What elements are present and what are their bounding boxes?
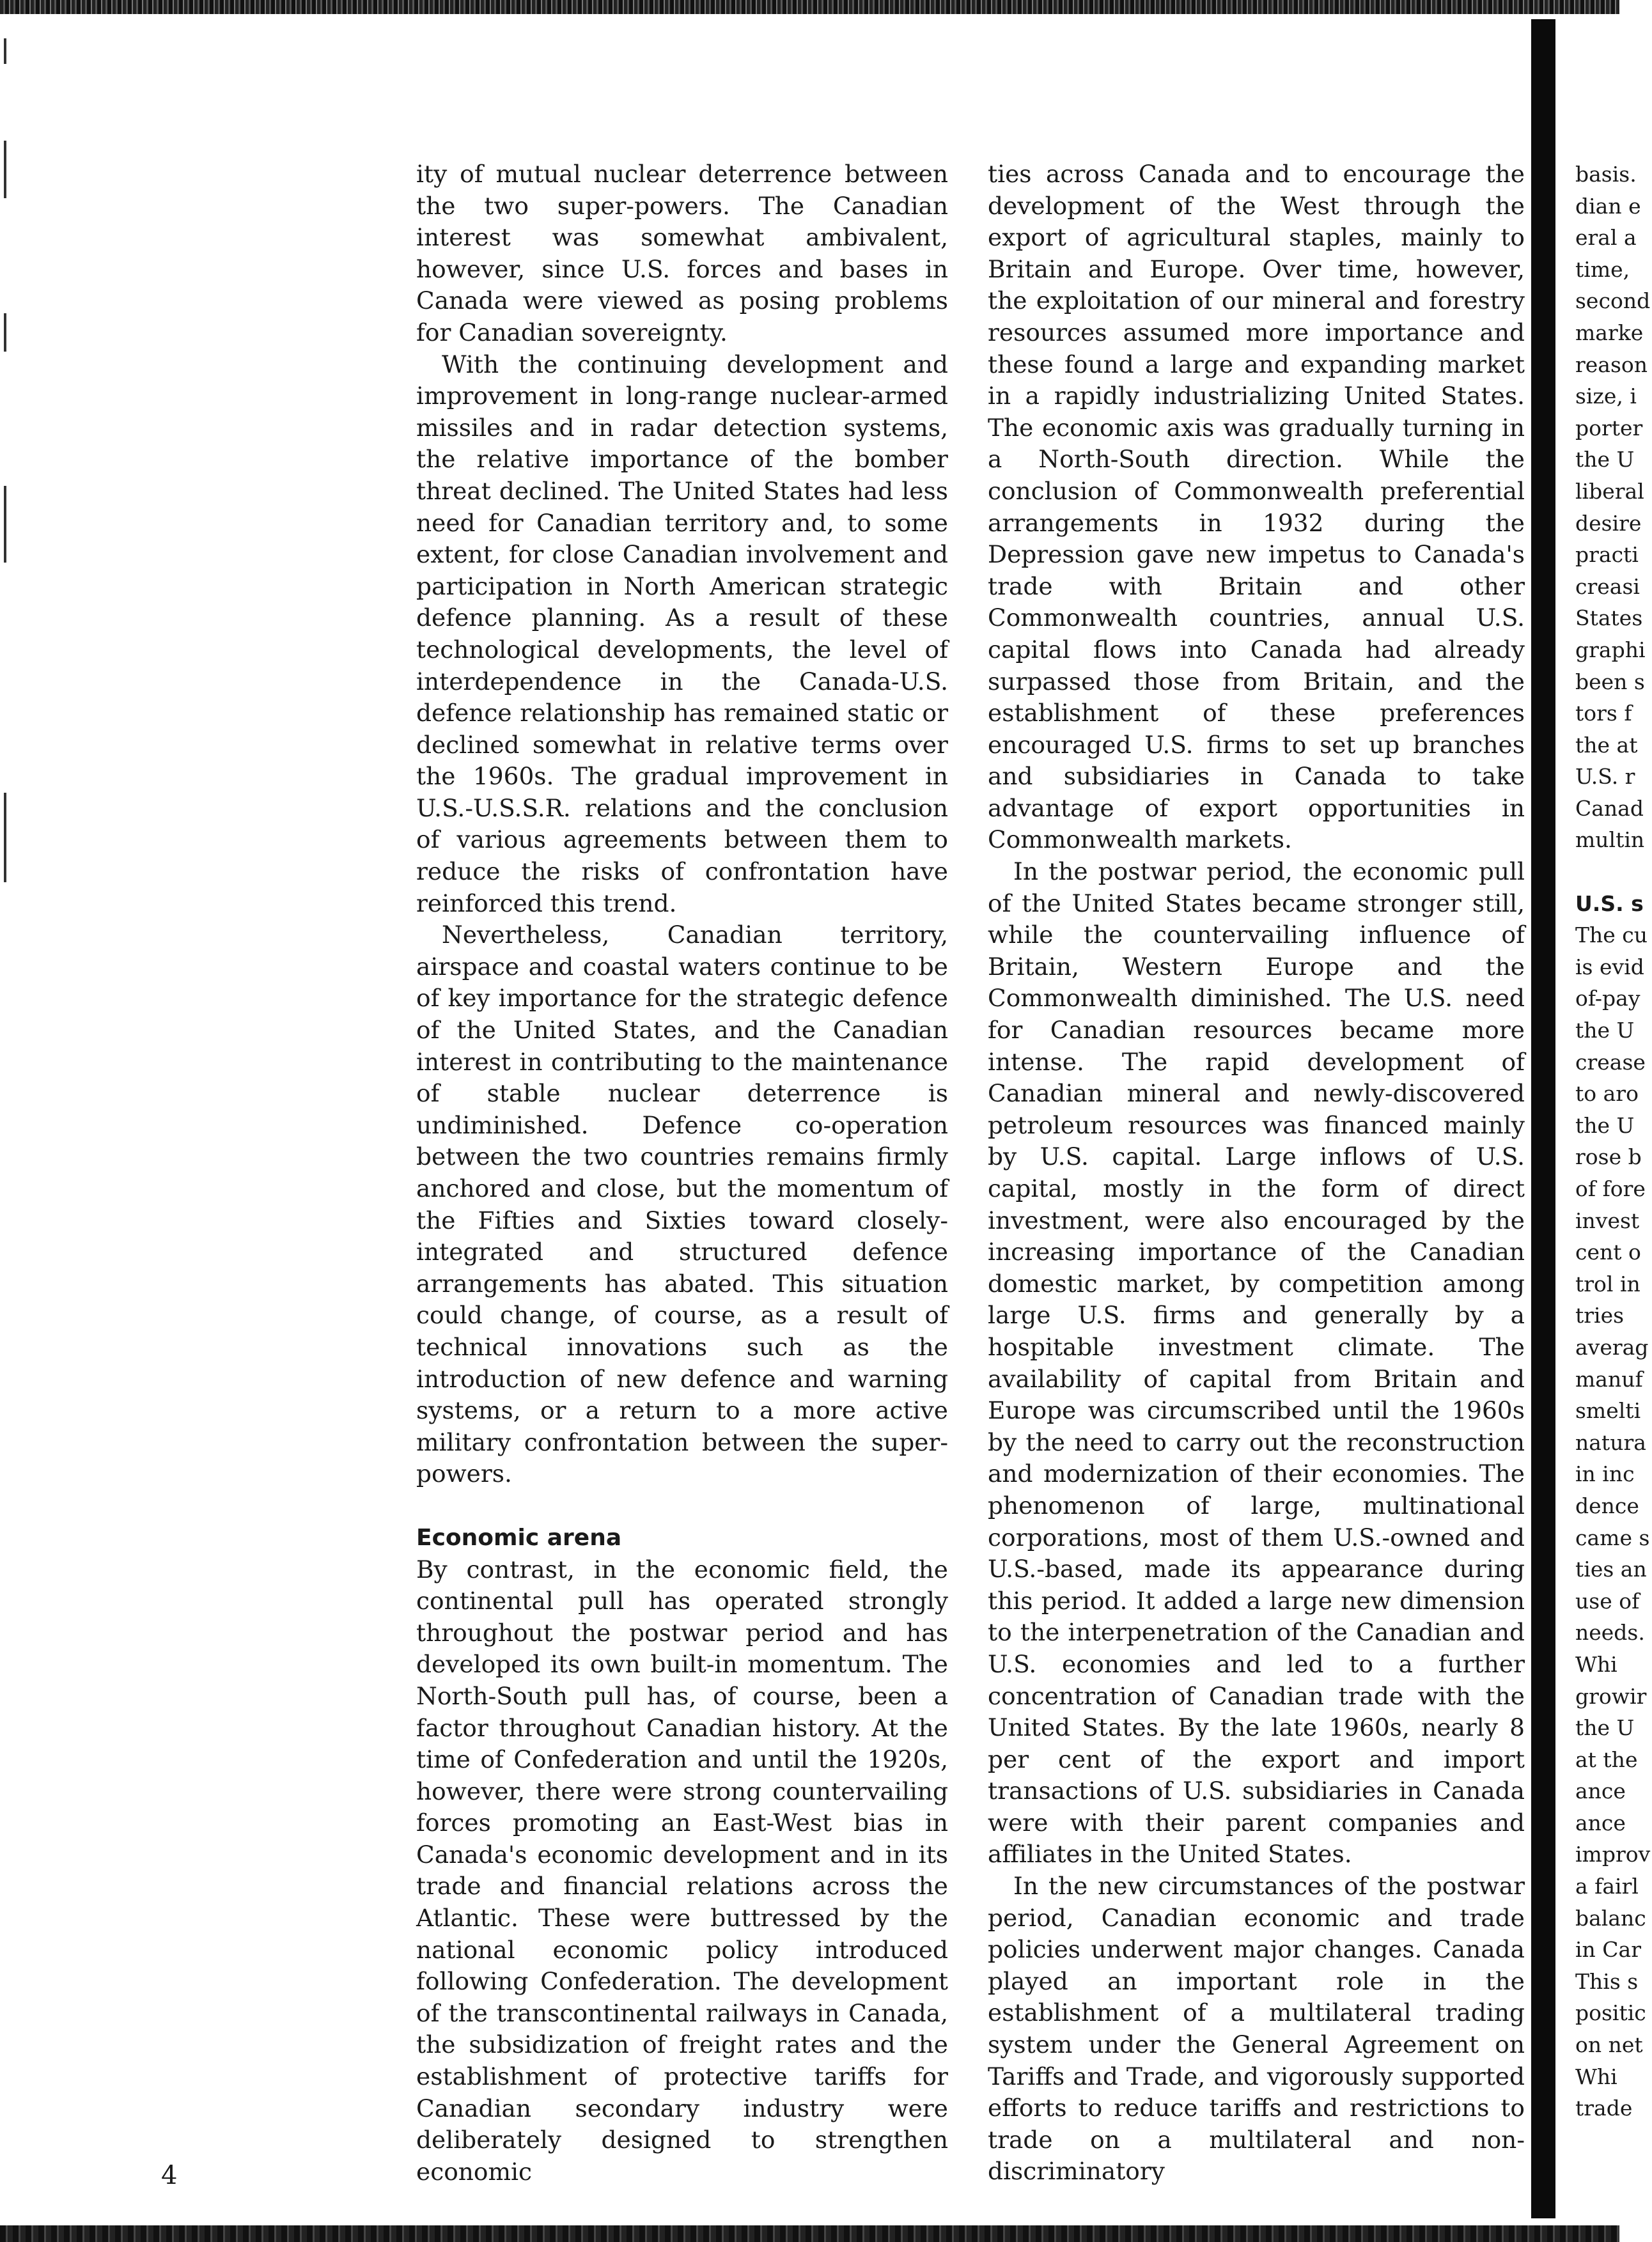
paragraph: In the new circumstances of the postwar period, Canadian economic and trade policies underwent major changes. Canada played an important role in the establishment of a multilateral trading system under the General Agreement on Tariffs and Trade, and vigorously supported efforts to reduce tariffs and restrictions to trade on a multilateral and non-discriminatory <box>988 1872 1525 2186</box>
paragraph: ity of mutual nuclear deterrence between the two super-powers. The Canadian interest was somewhat ambivalent, however, since U.S. forces and bases in Canada were viewed as posing problems for Canadian sovereignty. <box>416 160 948 346</box>
cropped-line: manuf <box>1575 1366 1643 1392</box>
scan-edge-top <box>0 0 1619 14</box>
cropped-line: multin <box>1575 827 1645 853</box>
cropped-line: to aro <box>1575 1081 1639 1107</box>
cropped-line: the U <box>1575 447 1635 472</box>
cropped-line: dian e <box>1575 193 1641 219</box>
cropped-line: in Car <box>1575 1937 1641 1963</box>
cropped-line: basis. <box>1575 162 1637 187</box>
cropped-line: improv <box>1575 1842 1651 1867</box>
section-heading: Economic arena <box>416 1524 622 1551</box>
cropped-line: the U <box>1575 1715 1635 1741</box>
cropped-line: at the <box>1575 1747 1638 1772</box>
cropped-line: is evid <box>1575 954 1644 979</box>
cropped-line: in inc <box>1575 1461 1635 1487</box>
cropped-line: averag <box>1575 1334 1649 1360</box>
cropped-line: invest <box>1575 1208 1640 1233</box>
cropped-line: practi <box>1575 542 1639 568</box>
cropped-line: trol in <box>1575 1271 1640 1296</box>
cropped-line: size, i <box>1575 384 1637 409</box>
text-column-middle <box>988 159 1525 2186</box>
cropped-line: balanc <box>1575 1905 1646 1931</box>
cropped-line: liberal <box>1575 478 1644 504</box>
cropped-line: growir <box>1575 1683 1647 1709</box>
cropped-line: The cu <box>1575 922 1648 948</box>
cropped-line: ance <box>1575 1779 1626 1804</box>
cropped-line: U.S. r <box>1575 764 1635 790</box>
cropped-line: creasi <box>1575 573 1640 599</box>
cropped-line: trade <box>1575 2096 1633 2121</box>
cropped-line: Canad <box>1575 795 1644 821</box>
cropped-line: the U <box>1575 1112 1635 1138</box>
paragraph: ties across Canada and to encourage the development of the West through the export of agricultural staples, mainly to Britain and Europe. Over time, however, the exploitation of our mineral and forestry resources assumed more importance and these found a large and expanding market in a rapidly industrializing United States. The economic axis was gradually turning in a North-South direction. While the conclusion of Commonwealth preferential arrangements in 1932 during the Depression gave new impetus to Canada's trade with Britain and other Commonwealth countries, annual U.S. capital flows into Canada had already surpassed those from Britain, and the establishment of these preferences encouraged U.S. firms to set up branches and subsidiaries in Canada to take advantage of export opportunities in Commonwealth markets. <box>988 160 1525 854</box>
text-column-left <box>416 159 948 2186</box>
cropped-line: on net <box>1575 2032 1643 2058</box>
paragraph: With the continuing development and improvement in long-range nuclear-armed missiles and in radar detection systems, the relative importance of the bomber threat declined. The United States had less need for Canadian territory and, to some extent, for close Canadian involvement and participation in North American strategic defence planning. As a result of these technological developments, the level of interdependence in the Canada-U.S. defence relationship has remained static or declined somewhat in relative terms over the 1960s. The gradual improvement in U.S.-U.S.S.R. relations and the conclusion of various agreements between them to reduce the risks of confrontation have reinforced this trend. <box>416 350 948 917</box>
cropped-line: of-pay <box>1575 986 1640 1011</box>
cropped-line: cent o <box>1575 1240 1641 1265</box>
cropped-line: Whi <box>1575 2064 1617 2089</box>
cropped-line: been s <box>1575 669 1645 694</box>
book-spine-shadow <box>1531 19 1555 2218</box>
text-column-right-cropped <box>1575 159 1652 2121</box>
cropped-line: desire <box>1575 510 1642 536</box>
cropped-line: time, <box>1575 256 1630 282</box>
cropped-line: rose b <box>1575 1144 1642 1170</box>
cropped-line: natura <box>1575 1429 1646 1455</box>
cropped-line: positic <box>1575 2000 1646 2026</box>
cropped-line: crease <box>1575 1049 1646 1075</box>
page-number: 4 <box>161 2161 178 2190</box>
cropped-line: use of <box>1575 1588 1640 1614</box>
cropped-line: the U <box>1575 1018 1635 1043</box>
cropped-line: porter <box>1575 415 1643 440</box>
cropped-line: ties an <box>1575 1557 1647 1582</box>
cropped-line: marke <box>1575 320 1644 345</box>
paragraph: Nevertheless, Canadian territory, airspace and coastal waters continue to be of key importance for the strategic defence of the United States, and the Canadian interest in contributing to the maintenance of stable nuclear deterrence is undiminished. Defence co-operation between the two countries remains firmly anchored and close, but the momentum of the Fifties and Sixties toward closely-integrated and structured defence arrangements has abated. This situation could change, of course, as a result of technical innovations such as the introduction of new defence and warning systems, or a return to a more active military confrontation between the super-powers. <box>416 921 948 1488</box>
cropped-line: came s <box>1575 1525 1650 1550</box>
cropped-line: reason <box>1575 352 1648 377</box>
scan-edge-bottom <box>0 2225 1619 2242</box>
section-heading: U.S. s <box>1575 891 1644 916</box>
cropped-line: States <box>1575 605 1643 631</box>
cropped-line: graphi <box>1575 637 1646 662</box>
cropped-line: Whi <box>1575 1651 1617 1677</box>
paragraph: In the postwar period, the economic pull of the United States became stronger still, while the countervailing influence of Britain, Western Europe and the Commonwealth diminished. The U.S. need for Canadian resources became more intense. The rapid development of Canadian mineral and newly-discovered petroleum resources was financed mainly by U.S. capital. Large inflows of U.S. capital, mostly in the form of direct investment, were also encouraged by the increasing importance of the Canadian domestic market, by competition among large U.S. firms and generally by a hospitable investment climate. The availability of capital from Britain and Europe was circumscribed until the 1960s by the need to carry out the reconstruction and modernization of their economies. The phenomenon of large, multinational corporations, most of them U.S.-owned and U.S.-based, made its appearance during this period. It added a large new dimension to the interpenetration of the Canadian and U.S. economies and led to a further concentration of Canadian trade with the United States. By the late 1960s, nearly 8 per cent of the export and import transactions of U.S. subsidiaries in Canada were with their parent companies and affiliates in the United States. <box>988 857 1525 1869</box>
cropped-line: tors f <box>1575 701 1632 726</box>
cropped-line: tries <box>1575 1303 1625 1328</box>
cropped-line: This s <box>1575 1968 1639 1994</box>
cropped-line: a fairl <box>1575 1874 1639 1899</box>
cropped-line: smelti <box>1575 1398 1641 1424</box>
cropped-line: the at <box>1575 732 1638 758</box>
paragraph: By contrast, in the economic field, the continental pull has operated strongly throughout the postwar period and has developed its own built-in momentum. The North-South pull has, of course, been a factor throughout Canadian history. At the time of Confederation and until the 1920s, however, there were strong countervailing forces promoting an East-West bias in Canada's economic development and in its trade and financial relations across the Atlantic. These were buttressed by the national economic policy introduced following Confederation. The development of the transcontinental railways in Canada, the subsidization of freight rates and the establishment of protective tariffs for Canadian secondary industry were deliberately designed to strengthen economic <box>416 1555 948 2186</box>
cropped-line: eral a <box>1575 225 1637 251</box>
cropped-line: second <box>1575 288 1651 314</box>
cropped-line: of fore <box>1575 1176 1646 1201</box>
cropped-line: dence <box>1575 1493 1639 1518</box>
cropped-line: needs. <box>1575 1620 1645 1646</box>
cropped-line: ance <box>1575 1810 1626 1835</box>
scan-margin-marks <box>4 38 10 933</box>
